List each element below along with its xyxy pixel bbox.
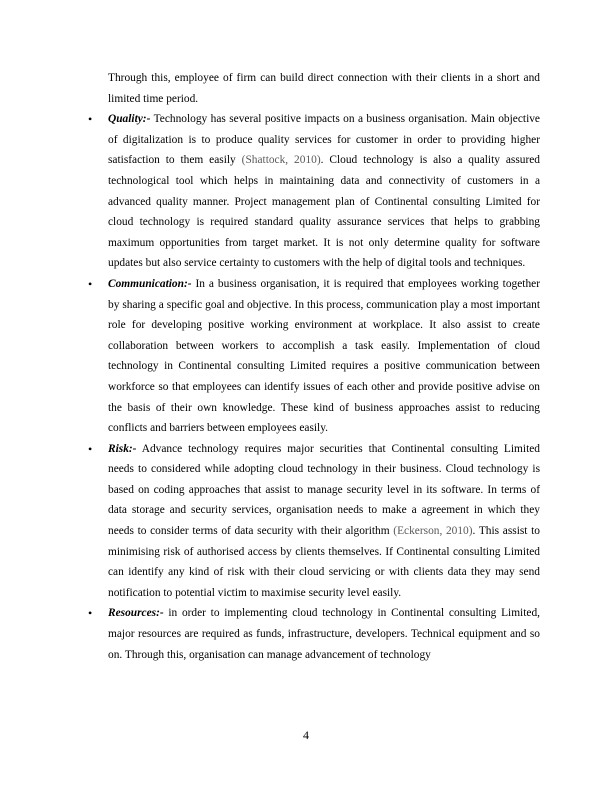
item-text-continued: . Cloud technology is also a quality assured technological tool which helps in maintaining data and connectivity of customers in a advanced quality manner. Project management plan of Continental consulting Limited for cloud technology is required standard quality assurance services that helps to grabbing maximum opportunities from target market. It is not only determine quality for software updates but also service certainty to customers with the help of digital tools and techniques. xyxy=(108,154,540,270)
term-quality: Quality:- xyxy=(108,113,151,126)
bullet-icon: • xyxy=(88,112,93,127)
item-text: Advance technology requires major securities that Continental consulting Limited needs to considered while adopting cloud technology in their business. Cloud technology is based on coding approaches that assist to manage security level in its software. In terms of data storage and security services, organisation needs to make a agreement in which they needs to consider terms of data security with their algorithm xyxy=(108,442,540,538)
citation: (Eckerson, 2010) xyxy=(393,525,473,538)
bullet-icon: • xyxy=(88,441,93,456)
item-text: in order to implementing cloud technology in Continental consulting Limited, major resources are required as funds, infrastructure, developers. Technical equipment and so on. Through this, organisation can manage advancement of technology xyxy=(108,607,540,661)
item-text: In a business organisation, it is required that employees working together by sharing a specific goal and objective. In this process, communication play a most important role for developing positive working environment at workplace. It also assist to create collaboration between workers to accomplish a task easily. Implementation of cloud technology in Continental consulting Limited requires a positive communication between workforce so that employees can identify issues of each other and provide positive advise on the basis of their own knowledge. These kind of business approaches assist to reducing conflicts and barriers between employees easily. xyxy=(108,277,540,435)
term-risk: Risk:- xyxy=(108,442,137,455)
citation: (Shattock, 2010) xyxy=(241,154,321,167)
bullet-item-risk xyxy=(88,439,540,604)
term-communication: Communication:- xyxy=(108,277,192,290)
page-number: 4 xyxy=(303,728,309,742)
bullet-icon: • xyxy=(88,606,93,621)
bullet-item-communication xyxy=(88,274,540,439)
body-text xyxy=(88,68,540,665)
bullet-item-resources xyxy=(88,603,540,665)
item-text: Technology has several positive impacts on a business organisation. Main objective of digitalization is to produce quality services for customer in order to providing higher satisfaction to them easily xyxy=(108,113,540,167)
bullet-icon: • xyxy=(88,276,93,291)
term-resources: Resources:- xyxy=(108,607,164,620)
item-text-continued: . This assist to minimising risk of authorised access by clients themselves. If Continental consulting Limited can identify any kind of risk with their cloud servicing or with clients data they may send notification to potential victim to maximise security level easily. xyxy=(108,525,540,599)
intro-paragraph: Through this, employee of firm can build direct connection with their clients in a short and limited time period. xyxy=(108,72,540,105)
bullet-item-quality xyxy=(88,109,540,274)
